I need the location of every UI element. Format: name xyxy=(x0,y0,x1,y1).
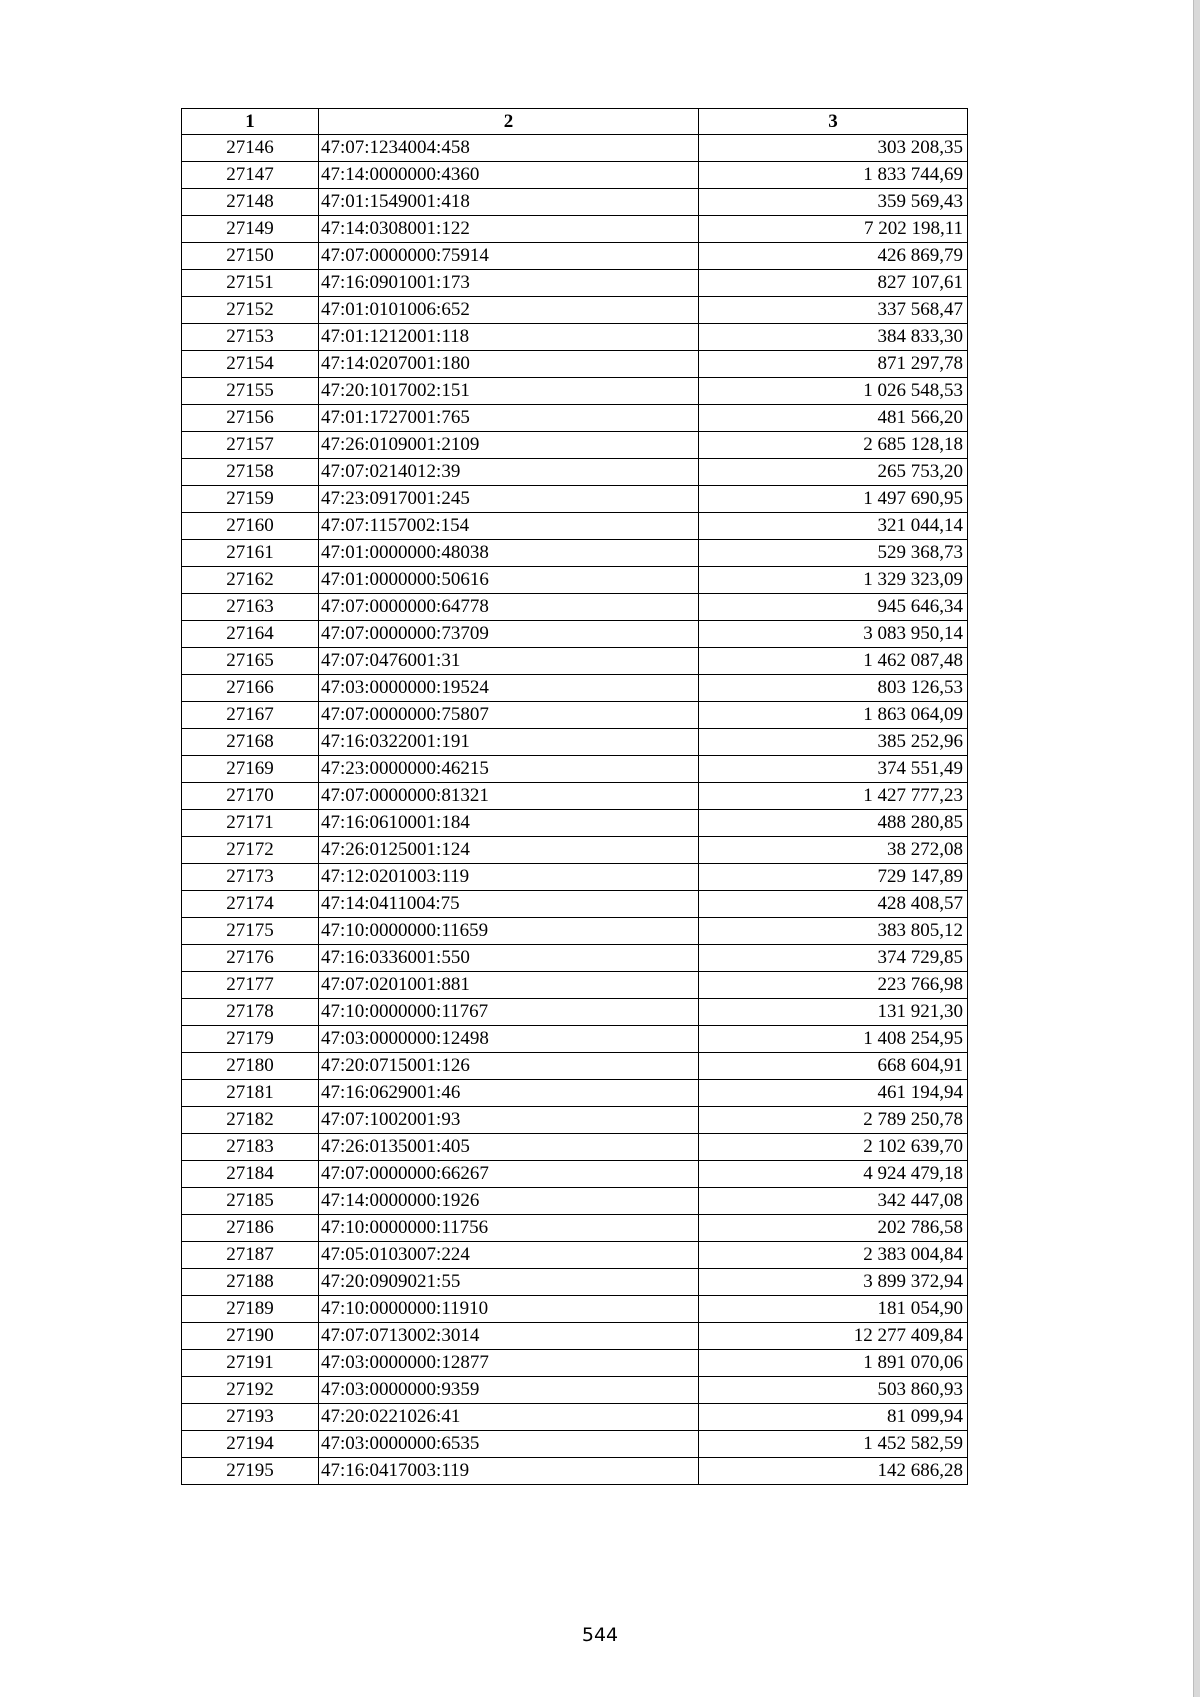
cadastral-value: 202 786,58 xyxy=(699,1215,968,1242)
cadastral-value: 426 869,79 xyxy=(699,243,968,270)
cadastral-value: 1 462 087,48 xyxy=(699,648,968,675)
row-number: 27148 xyxy=(182,189,319,216)
table-row xyxy=(182,1323,968,1350)
cadastral-value: 827 107,61 xyxy=(699,270,968,297)
cadastral-value: 461 194,94 xyxy=(699,1080,968,1107)
row-number: 27161 xyxy=(182,540,319,567)
cadastral-number: 47:01:0000000:48038 xyxy=(319,540,699,567)
cadastral-value: 38 272,08 xyxy=(699,837,968,864)
row-number: 27181 xyxy=(182,1080,319,1107)
row-number: 27191 xyxy=(182,1350,319,1377)
cadastral-value: 383 805,12 xyxy=(699,918,968,945)
cadastral-number: 47:23:0000000:46215 xyxy=(319,756,699,783)
cadastral-value: 1 891 070,06 xyxy=(699,1350,968,1377)
table-row xyxy=(182,297,968,324)
table-row xyxy=(182,540,968,567)
cadastral-value: 1 497 690,95 xyxy=(699,486,968,513)
cadastral-value: 321 044,14 xyxy=(699,513,968,540)
row-number: 27183 xyxy=(182,1134,319,1161)
cadastral-value: 529 368,73 xyxy=(699,540,968,567)
table-row xyxy=(182,972,968,999)
row-number: 27165 xyxy=(182,648,319,675)
cadastral-number: 47:14:0308001:122 xyxy=(319,216,699,243)
table-row xyxy=(182,1026,968,1053)
cadastral-number: 47:14:0000000:4360 xyxy=(319,162,699,189)
cadastral-value: 803 126,53 xyxy=(699,675,968,702)
cadastral-number: 47:01:1549001:418 xyxy=(319,189,699,216)
cadastral-number: 47:10:0000000:11756 xyxy=(319,1215,699,1242)
row-number: 27160 xyxy=(182,513,319,540)
header-col-1: 1 xyxy=(182,109,319,135)
table-row xyxy=(182,1377,968,1404)
cadastral-number: 47:07:0000000:81321 xyxy=(319,783,699,810)
row-number: 27149 xyxy=(182,216,319,243)
cadastral-number: 47:07:0000000:66267 xyxy=(319,1161,699,1188)
cadastral-value: 1 427 777,23 xyxy=(699,783,968,810)
cadastral-number: 47:03:0000000:12498 xyxy=(319,1026,699,1053)
row-number: 27187 xyxy=(182,1242,319,1269)
table-row xyxy=(182,567,968,594)
cadastral-value: 4 924 479,18 xyxy=(699,1161,968,1188)
table-row xyxy=(182,459,968,486)
row-number: 27174 xyxy=(182,891,319,918)
cadastral-number: 47:01:0000000:50616 xyxy=(319,567,699,594)
table-row xyxy=(182,1134,968,1161)
row-number: 27163 xyxy=(182,594,319,621)
row-number: 27153 xyxy=(182,324,319,351)
table-row xyxy=(182,810,968,837)
cadastral-value: 729 147,89 xyxy=(699,864,968,891)
row-number: 27184 xyxy=(182,1161,319,1188)
row-number: 27158 xyxy=(182,459,319,486)
cadastral-number: 47:12:0201003:119 xyxy=(319,864,699,891)
row-number: 27169 xyxy=(182,756,319,783)
row-number: 27147 xyxy=(182,162,319,189)
table-row xyxy=(182,1404,968,1431)
row-number: 27164 xyxy=(182,621,319,648)
cadastral-number: 47:03:0000000:6535 xyxy=(319,1431,699,1458)
row-number: 27157 xyxy=(182,432,319,459)
table-row xyxy=(182,189,968,216)
cadastral-number: 47:03:0000000:9359 xyxy=(319,1377,699,1404)
row-number: 27179 xyxy=(182,1026,319,1053)
cadastral-number: 47:14:0207001:180 xyxy=(319,351,699,378)
row-number: 27177 xyxy=(182,972,319,999)
cadastral-number: 47:07:0214012:39 xyxy=(319,459,699,486)
row-number: 27180 xyxy=(182,1053,319,1080)
row-number: 27150 xyxy=(182,243,319,270)
cadastral-number: 47:26:0125001:124 xyxy=(319,837,699,864)
cadastral-number: 47:23:0917001:245 xyxy=(319,486,699,513)
header-row xyxy=(182,109,968,135)
cadastral-number: 47:07:0000000:64778 xyxy=(319,594,699,621)
cadastral-value: 1 026 548,53 xyxy=(699,378,968,405)
cadastral-number: 47:20:0715001:126 xyxy=(319,1053,699,1080)
cadastral-value: 7 202 198,11 xyxy=(699,216,968,243)
table-row xyxy=(182,756,968,783)
table-row xyxy=(182,216,968,243)
cadastral-number: 47:07:1002001:93 xyxy=(319,1107,699,1134)
row-number: 27193 xyxy=(182,1404,319,1431)
cadastral-number: 47:05:0103007:224 xyxy=(319,1242,699,1269)
table-header xyxy=(182,109,968,135)
cadastral-value: 1 408 254,95 xyxy=(699,1026,968,1053)
cadastral-number: 47:03:0000000:12877 xyxy=(319,1350,699,1377)
row-number: 27173 xyxy=(182,864,319,891)
row-number: 27156 xyxy=(182,405,319,432)
cadastral-number: 47:14:0000000:1926 xyxy=(319,1188,699,1215)
cadastral-value: 1 863 064,09 xyxy=(699,702,968,729)
cadastral-value: 428 408,57 xyxy=(699,891,968,918)
table-row xyxy=(182,945,968,972)
cadastral-number: 47:14:0411004:75 xyxy=(319,891,699,918)
cadastral-number: 47:16:0901001:173 xyxy=(319,270,699,297)
table-row xyxy=(182,1161,968,1188)
table-row xyxy=(182,135,968,162)
table-row xyxy=(182,1242,968,1269)
row-number: 27182 xyxy=(182,1107,319,1134)
table-row xyxy=(182,918,968,945)
cadastral-number: 47:07:0000000:75807 xyxy=(319,702,699,729)
cadastral-value: 359 569,43 xyxy=(699,189,968,216)
table-row xyxy=(182,1458,968,1485)
row-number: 27189 xyxy=(182,1296,319,1323)
table-row xyxy=(182,1215,968,1242)
cadastral-number: 47:16:0629001:46 xyxy=(319,1080,699,1107)
row-number: 27152 xyxy=(182,297,319,324)
table-row xyxy=(182,999,968,1026)
cadastral-number: 47:10:0000000:11910 xyxy=(319,1296,699,1323)
table-row xyxy=(182,864,968,891)
row-number: 27154 xyxy=(182,351,319,378)
table-row xyxy=(182,405,968,432)
row-number: 27166 xyxy=(182,675,319,702)
header-col-2: 2 xyxy=(319,109,699,135)
table-row xyxy=(182,432,968,459)
cadastral-value: 871 297,78 xyxy=(699,351,968,378)
table-row xyxy=(182,513,968,540)
cadastral-number: 47:07:0000000:73709 xyxy=(319,621,699,648)
row-number: 27175 xyxy=(182,918,319,945)
cadastral-number: 47:01:0101006:652 xyxy=(319,297,699,324)
table-row xyxy=(182,648,968,675)
row-number: 27159 xyxy=(182,486,319,513)
cadastral-number: 47:07:1157002:154 xyxy=(319,513,699,540)
table-row xyxy=(182,270,968,297)
table-row xyxy=(182,1053,968,1080)
cadastral-number: 47:16:0322001:191 xyxy=(319,729,699,756)
table-row xyxy=(182,702,968,729)
row-number: 27188 xyxy=(182,1269,319,1296)
cadastral-value: 342 447,08 xyxy=(699,1188,968,1215)
table-row xyxy=(182,1107,968,1134)
row-number: 27192 xyxy=(182,1377,319,1404)
cadastral-number: 47:03:0000000:19524 xyxy=(319,675,699,702)
row-number: 27195 xyxy=(182,1458,319,1485)
row-number: 27190 xyxy=(182,1323,319,1350)
row-number: 27146 xyxy=(182,135,319,162)
table-row xyxy=(182,324,968,351)
cadastral-number: 47:10:0000000:11659 xyxy=(319,918,699,945)
table-row xyxy=(182,675,968,702)
cadastral-value: 303 208,35 xyxy=(699,135,968,162)
row-number: 27186 xyxy=(182,1215,319,1242)
cadastral-value: 2 383 004,84 xyxy=(699,1242,968,1269)
cadastral-value: 337 568,47 xyxy=(699,297,968,324)
cadastral-number: 47:26:0109001:2109 xyxy=(319,432,699,459)
table-row xyxy=(182,351,968,378)
table-row xyxy=(182,729,968,756)
cadastral-number: 47:07:0000000:75914 xyxy=(319,243,699,270)
table-row xyxy=(182,594,968,621)
row-number: 27185 xyxy=(182,1188,319,1215)
header-col-3: 3 xyxy=(699,109,968,135)
page-number: 544 xyxy=(581,1624,619,1646)
table-row xyxy=(182,891,968,918)
table-row xyxy=(182,783,968,810)
cadastral-value: 945 646,34 xyxy=(699,594,968,621)
cadastral-value: 223 766,98 xyxy=(699,972,968,999)
table-row xyxy=(182,1188,968,1215)
table-row xyxy=(182,378,968,405)
table-row xyxy=(182,486,968,513)
cadastral-number: 47:01:1727001:765 xyxy=(319,405,699,432)
cadastral-value: 1 329 323,09 xyxy=(699,567,968,594)
table-row xyxy=(182,1350,968,1377)
cadastral-number: 47:07:0201001:881 xyxy=(319,972,699,999)
cadastral-value: 1 833 744,69 xyxy=(699,162,968,189)
cadastral-value: 2 102 639,70 xyxy=(699,1134,968,1161)
row-number: 27178 xyxy=(182,999,319,1026)
page-edge xyxy=(1193,0,1200,1697)
cadastral-value: 384 833,30 xyxy=(699,324,968,351)
row-number: 27168 xyxy=(182,729,319,756)
cadastral-value: 3 083 950,14 xyxy=(699,621,968,648)
cadastral-value: 374 551,49 xyxy=(699,756,968,783)
row-number: 27171 xyxy=(182,810,319,837)
row-number: 27151 xyxy=(182,270,319,297)
cadastral-value: 181 054,90 xyxy=(699,1296,968,1323)
cadastral-value: 265 753,20 xyxy=(699,459,968,486)
cadastral-value: 481 566,20 xyxy=(699,405,968,432)
row-number: 27155 xyxy=(182,378,319,405)
cadastral-number: 47:07:0713002:3014 xyxy=(319,1323,699,1350)
cadastral-number: 47:26:0135001:405 xyxy=(319,1134,699,1161)
row-number: 27167 xyxy=(182,702,319,729)
cadastral-number: 47:16:0336001:550 xyxy=(319,945,699,972)
cadastral-value: 131 921,30 xyxy=(699,999,968,1026)
cadastral-value: 2 789 250,78 xyxy=(699,1107,968,1134)
cadastral-value: 1 452 582,59 xyxy=(699,1431,968,1458)
cadastral-value: 81 099,94 xyxy=(699,1404,968,1431)
cadastral-number: 47:20:1017002:151 xyxy=(319,378,699,405)
cadastral-number: 47:01:1212001:118 xyxy=(319,324,699,351)
cadastral-number: 47:16:0610001:184 xyxy=(319,810,699,837)
cadastral-number: 47:20:0909021:55 xyxy=(319,1269,699,1296)
table-row xyxy=(182,1431,968,1458)
cadastral-number: 47:16:0417003:119 xyxy=(319,1458,699,1485)
table-body xyxy=(182,135,968,1485)
table-row xyxy=(182,243,968,270)
table-row xyxy=(182,1296,968,1323)
cadastral-value: 142 686,28 xyxy=(699,1458,968,1485)
table-row xyxy=(182,837,968,864)
table-row xyxy=(182,1080,968,1107)
cadastral-value: 12 277 409,84 xyxy=(699,1323,968,1350)
row-number: 27176 xyxy=(182,945,319,972)
cadastral-number: 47:10:0000000:11767 xyxy=(319,999,699,1026)
cadastral-value: 3 899 372,94 xyxy=(699,1269,968,1296)
cadastral-number: 47:07:0476001:31 xyxy=(319,648,699,675)
row-number: 27162 xyxy=(182,567,319,594)
cadastral-value: 2 685 128,18 xyxy=(699,432,968,459)
table-row xyxy=(182,1269,968,1296)
row-number: 27170 xyxy=(182,783,319,810)
cadastral-number: 47:20:0221026:41 xyxy=(319,1404,699,1431)
cadastral-value-table xyxy=(181,108,968,1485)
cadastral-value: 503 860,93 xyxy=(699,1377,968,1404)
table-row xyxy=(182,162,968,189)
cadastral-value: 374 729,85 xyxy=(699,945,968,972)
row-number: 27194 xyxy=(182,1431,319,1458)
table-row xyxy=(182,621,968,648)
cadastral-number: 47:07:1234004:458 xyxy=(319,135,699,162)
cadastral-value: 488 280,85 xyxy=(699,810,968,837)
cadastral-value: 668 604,91 xyxy=(699,1053,968,1080)
cadastral-value: 385 252,96 xyxy=(699,729,968,756)
row-number: 27172 xyxy=(182,837,319,864)
